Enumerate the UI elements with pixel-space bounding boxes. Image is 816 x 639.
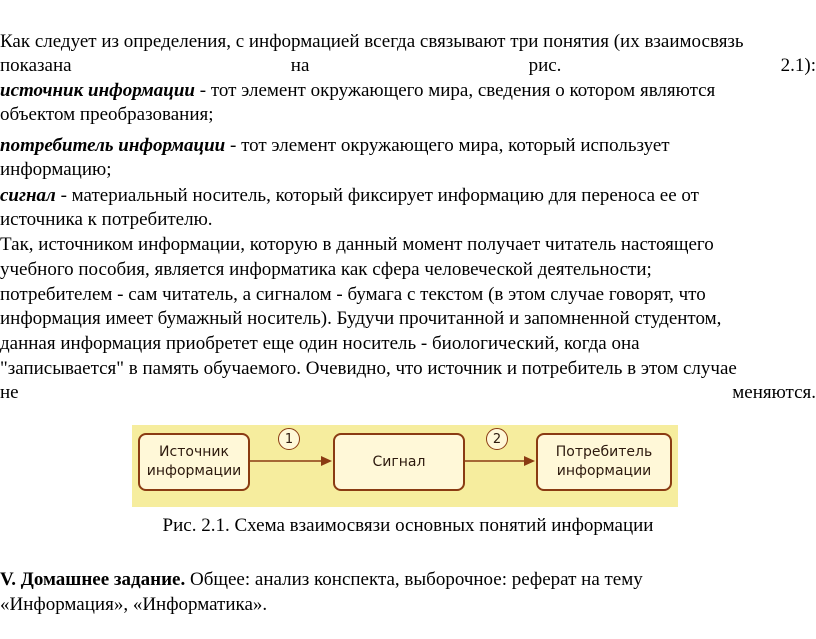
para2-line: Так, источником информации, которую в данный момент получает читатель настоящего bbox=[0, 234, 714, 255]
source-definition-text: - тот элемент окружающего мира, сведения о котором являются bbox=[195, 80, 716, 101]
para2-line: потребителем - сам читатель, а сигналом - бумага с текстом (в этом случае говорят, что bbox=[0, 284, 706, 305]
signal-definition-line2: источника к потребителю. bbox=[0, 209, 213, 230]
consumer-definition-line1 bbox=[0, 133, 816, 158]
homework-text: Общее: анализ конспекта, выборочное: реферат на тему bbox=[185, 569, 643, 590]
para1-word: 2.1): bbox=[780, 55, 816, 76]
source-definition-line1 bbox=[0, 78, 816, 103]
arrow-head-2 bbox=[524, 456, 535, 466]
figure-diagram bbox=[132, 425, 678, 507]
source-term: источник информации bbox=[0, 80, 195, 101]
signal-term: сигнал bbox=[0, 185, 56, 206]
homework-heading: V. Домашнее задание. bbox=[0, 569, 186, 590]
para2-line: информация имеет бумажный носитель). Будучи прочитанной и запомненной студентом, bbox=[0, 308, 722, 329]
para2-last-line bbox=[0, 380, 816, 405]
para1-word: на bbox=[290, 55, 310, 76]
para1-word: показана bbox=[0, 55, 72, 76]
arrow-label-2: 2 bbox=[486, 428, 508, 450]
para2-word: меняются. bbox=[732, 382, 816, 403]
figure-caption: Рис. 2.1. Схема взаимосвязи основных понятий информации bbox=[162, 515, 654, 536]
para2-line: учебного пособия, является информатика как сфера человеческой деятельности; bbox=[0, 259, 652, 280]
consumer-box bbox=[536, 433, 672, 491]
homework-line2: «Информация», «Информатика». bbox=[0, 594, 268, 615]
source-box-line2: информации bbox=[146, 463, 242, 479]
consumer-definition-line2: информацию; bbox=[0, 159, 112, 180]
source-box bbox=[138, 433, 250, 491]
para1-word: рис. bbox=[528, 55, 562, 76]
signal-box bbox=[333, 433, 465, 491]
consumer-box-line1: Потребитель bbox=[555, 444, 653, 460]
homework-line1 bbox=[0, 567, 816, 592]
para2-line: "записывается" в память обучаемого. Очевидно, что источник и потребитель в этом случае bbox=[0, 358, 737, 379]
consumer-box-line2: информации bbox=[556, 463, 652, 479]
signal-definition-line1 bbox=[0, 183, 816, 208]
para1-line2 bbox=[0, 53, 816, 78]
para2-line: данная информация приобретет еще один носитель - биологический, когда она bbox=[0, 333, 640, 354]
arrow-head-1 bbox=[321, 456, 332, 466]
arrow-label-1: 1 bbox=[278, 428, 300, 450]
signal-box-label: Сигнал bbox=[372, 453, 426, 470]
consumer-definition-text: - тот элемент окружающего мира, который использует bbox=[225, 135, 670, 156]
source-box-line1: Источник bbox=[159, 444, 229, 460]
para1-line1: Как следует из определения, с информацией всегда связывают три понятия (их взаимосвязь bbox=[0, 31, 744, 52]
para2-word: не bbox=[0, 382, 19, 403]
signal-definition-text: - материальный носитель, который фиксирует информацию для переноса ее от bbox=[55, 185, 699, 206]
consumer-term: потребитель информации bbox=[0, 135, 226, 156]
source-definition-line2: объектом преобразования; bbox=[0, 104, 214, 125]
